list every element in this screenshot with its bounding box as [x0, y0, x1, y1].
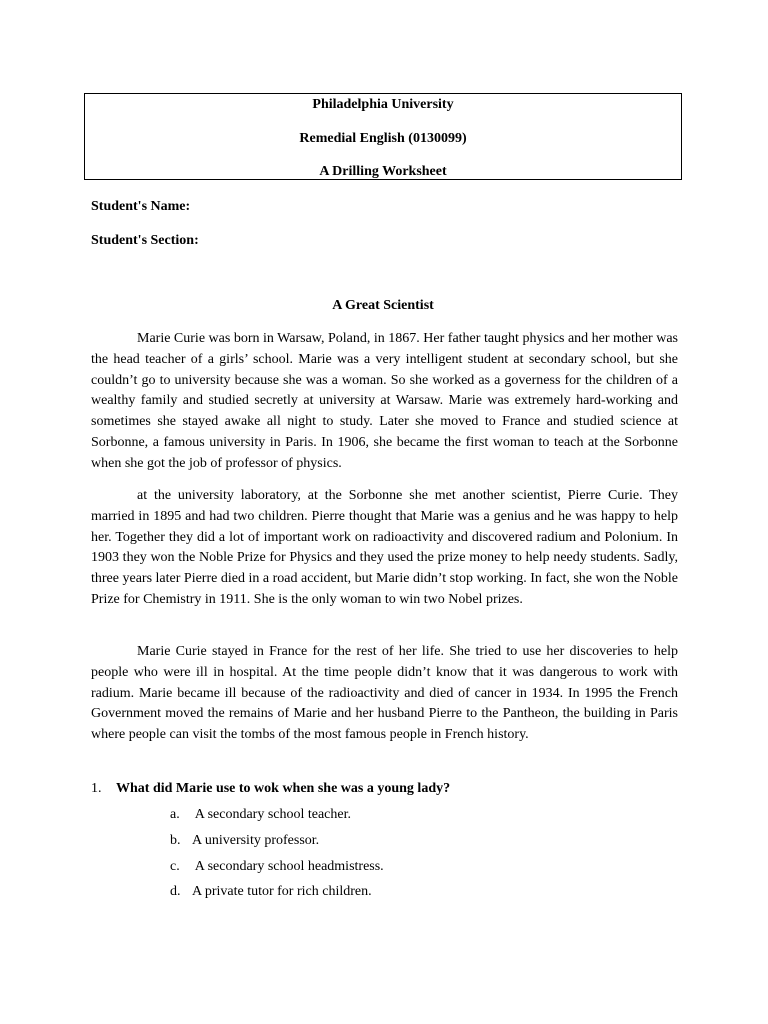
worksheet-title: A Drilling Worksheet [319, 164, 447, 179]
university-name: Philadelphia University [312, 97, 454, 112]
course-name: Remedial English (0130099) [299, 131, 467, 146]
header-box [84, 93, 682, 180]
option-text: A secondary school teacher. [192, 807, 352, 822]
option-text: A private tutor for rich children. [192, 884, 372, 899]
option-a [170, 806, 351, 824]
option-letter: a. [170, 807, 180, 822]
option-letter: b. [170, 833, 181, 848]
question-number: 1. [91, 781, 102, 796]
option-text: A university professor. [192, 833, 320, 848]
student-name-label: Student's Name: [91, 199, 191, 214]
article-paragraph-1: Marie Curie was born in Warsaw, Poland, in 1867. Her father taught physics and her mother was the head teacher of a girls’ school. Marie was a very intelligent student at secondary school, but she couldn’t go to university because she was a woman. So she worked as a governess for the children of a wealthy family and studied secretly at university at Warsaw. Marie was extremely hard-working and sometimes she stayed awake all night to study. Later she moved to France and studied science at Sorbonne, a famous university in Paris. In 1906, she became the first woman to teach at the Sorbonne when she got the job of professor of physics. [91, 331, 678, 471]
student-section-label: Student's Section: [91, 233, 199, 248]
option-letter: d. [170, 884, 181, 899]
option-letter: c. [170, 859, 180, 874]
question-text: What did Marie use to wok when she was a young lady? [116, 781, 451, 796]
option-text: A secondary school headmistress. [192, 859, 384, 874]
option-c [170, 858, 384, 876]
option-d [170, 883, 372, 901]
article-paragraph-2: at the university laboratory, at the Sorbonne she met another scientist, Pierre Curie. They married in 1895 and had two children. Pierre thought that Marie was a genius and he was happy to help her. Together they did a lot of important work on radioactivity and discovered radium and Polonium. In 1903 they won the Noble Prize for Physics and they used the prize money to help needy students. Sadly, three years later Pierre died in a road accident, but Marie didn’t stop working. In fact, she won the Noble Prize for Chemistry in 1911. She is the only woman to win two Nobel prizes. [91, 488, 678, 607]
article-paragraph-3: Marie Curie stayed in France for the rest of her life. She tried to use her discoveries to help people who were ill in hospital. At the time people didn’t know that it was dangerous to work with radium. Marie became ill because of the radioactivity and died of cancer in 1934. In 1995 the French Government moved the remains of Marie and her husband Pierre to the Pantheon, the building in Paris where people can visit the tombs of the most famous people in French history. [91, 644, 678, 743]
article-title: A Great Scientist [332, 298, 434, 313]
option-b [170, 832, 319, 850]
